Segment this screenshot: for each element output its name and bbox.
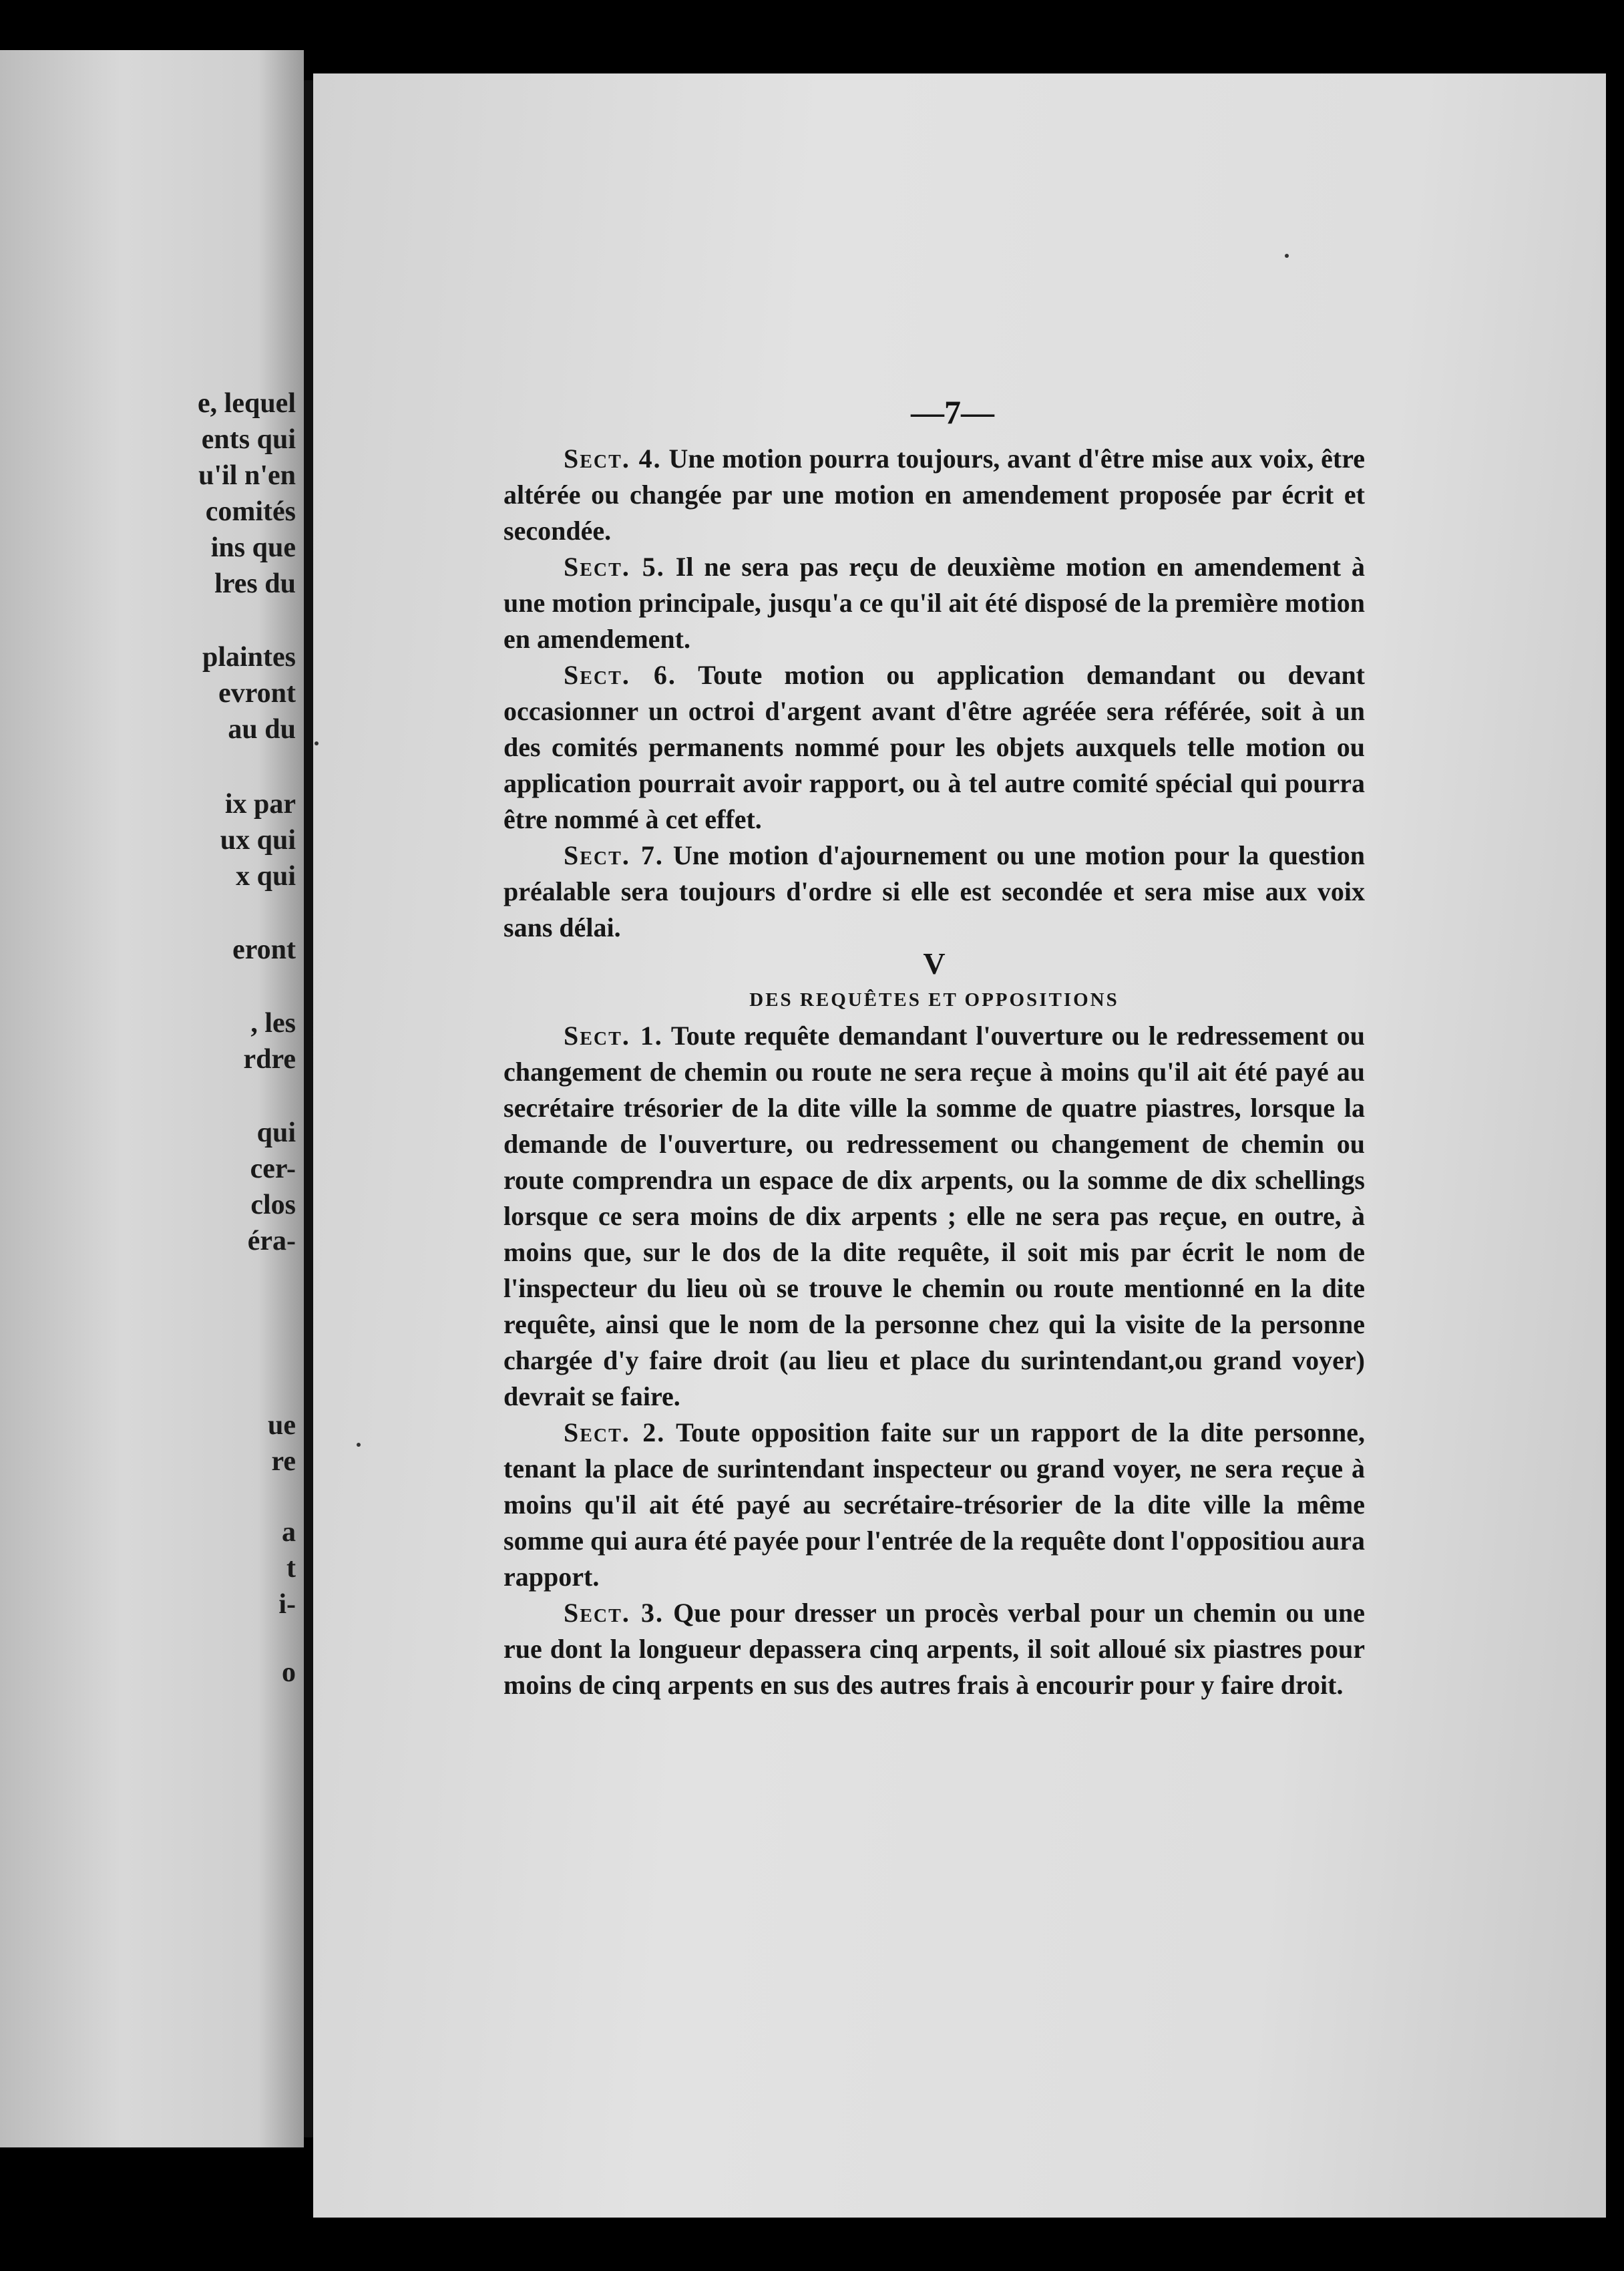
paragraph-text: Toute requête demandant l'ouverture ou le redressement ou changement de chemin ou route ne sera reçue à moins qu'il ait été payé au secrétaire trésorier de la dite ville la somme de quatre piastres, lorsque la demande de l'ouverture, ou redressement ou changement de chemin ou route comprendra un espace de dix arpents, ou la somme de dix schellings lorsque ce sera moins de dix arpents ; elle ne sera pas reçue, en outre, à moins que, sur le dos de la dite requête, il soit mis par écrit le nom de l'inspecteur du lieu où se trouve le chemin ou route mentionné en la dite requête, ainsi que le nom de la personne chez qui la visite de la personne chargée d'y faire droit (au lieu et place du surintendant,ou grand voyer) devrait se faire. xyxy=(503,1021,1365,1411)
paragraph-v-sect-3 xyxy=(503,1595,1365,1703)
paragraph-text: Que pour dresser un procès verbal pour un chemin ou une rue dont la longueur depassera cinq arpents, il soit alloué six piastres pour moins de cinq arpents en sus des autres frais à encourir pour y faire droit. xyxy=(503,1598,1365,1700)
left-page-line: i- xyxy=(278,1589,296,1620)
section-label: Sect. 7. xyxy=(564,840,664,870)
paragraph-sect-4 xyxy=(503,441,1365,549)
paragraph-text: Il ne sera pas reçu de deuxième motion en amendement à une motion principale, jusqu'a ce qu'il ait été disposé de la première motion en amendement. xyxy=(503,552,1366,654)
left-page-line: e, lequel xyxy=(198,388,296,419)
body-text xyxy=(503,441,1365,1703)
left-page-line: cer- xyxy=(250,1154,296,1184)
left-page-line: comités xyxy=(205,496,296,527)
section-label: Sect. 1. xyxy=(564,1021,663,1051)
section-label: Sect. 2. xyxy=(564,1417,666,1447)
left-page-line: éra- xyxy=(247,1226,296,1256)
paper-speck xyxy=(357,1443,361,1447)
page-gutter xyxy=(304,80,313,2137)
left-page-line: o xyxy=(282,1657,296,1688)
paragraph-text: Une motion pourra toujours, avant d'être mise aux voix, être altérée ou changée par une motion en amendement proposée par écrit et secondée. xyxy=(503,444,1365,546)
left-page-line: re xyxy=(271,1446,296,1477)
left-page-line: t xyxy=(286,1553,296,1584)
section-label: Sect. 6. xyxy=(564,660,676,690)
paper-speck xyxy=(1285,254,1289,258)
paragraph-text: Toute motion ou application demandant ou devant occasionner un octroi d'argent avant d'être agréée sera référée, soit à un des comités permanents nommé pour les objets auxquels telle motion ou application pourrait avoir rapport, ou à tel autre comité spécial qui pourra être nommé à cet effet. xyxy=(503,660,1366,834)
paper-speck xyxy=(315,741,319,745)
page-number: —7— xyxy=(911,393,994,431)
left-page-line: qui xyxy=(256,1117,296,1148)
section-title: DES REQUÊTES ET OPPOSITIONS xyxy=(749,989,1119,1011)
left-page-line: plaintes xyxy=(202,642,296,673)
right-page xyxy=(313,73,1606,2218)
paragraph-text: Une motion d'ajournement ou une motion pour la question préalable sera toujours d'ordre si elle est secondée et sera mise aux voix sans délai. xyxy=(503,840,1366,942)
left-page-line: clos xyxy=(250,1190,296,1220)
left-page-fragment xyxy=(0,50,304,2147)
left-page-line: , les xyxy=(250,1008,296,1039)
left-page-line: u'il n'en xyxy=(198,460,296,491)
section-label: Sect. 5. xyxy=(564,552,665,582)
left-page-line: eront xyxy=(232,934,296,965)
section-number: V xyxy=(923,946,946,981)
left-page-line: ins que xyxy=(210,532,296,563)
left-page-line: x qui xyxy=(236,861,296,892)
left-page-line: a xyxy=(282,1517,296,1548)
paragraph-sect-7 xyxy=(503,838,1365,946)
left-page-line: rdre xyxy=(243,1044,296,1075)
left-page-line: ue xyxy=(268,1410,296,1441)
left-page-line: evront xyxy=(218,678,296,709)
paragraph-sect-6 xyxy=(503,657,1365,838)
left-page-line: ux qui xyxy=(220,825,296,856)
section-label: Sect. 3. xyxy=(564,1598,664,1628)
paragraph-text: Toute opposition faite sur un rapport de la dite personne, tenant la place de surintendant inspecteur ou grand voyer, ne sera reçue à moins qu'il ait été payé au secrétaire-trésorier de la dite ville la même somme qui aura été payée pour l'entrée de la requête dont l'oppositiou aura rapport. xyxy=(503,1417,1365,1592)
left-page-line: lres du xyxy=(214,568,296,599)
left-page-line: au du xyxy=(228,714,296,745)
paragraph-sect-5 xyxy=(503,549,1365,657)
paragraph-v-sect-2 xyxy=(503,1415,1365,1595)
left-page-line: ents qui xyxy=(201,424,296,455)
left-page-line: ix par xyxy=(224,789,296,820)
paragraph-v-sect-1 xyxy=(503,1018,1365,1415)
section-label: Sect. 4. xyxy=(564,444,662,474)
